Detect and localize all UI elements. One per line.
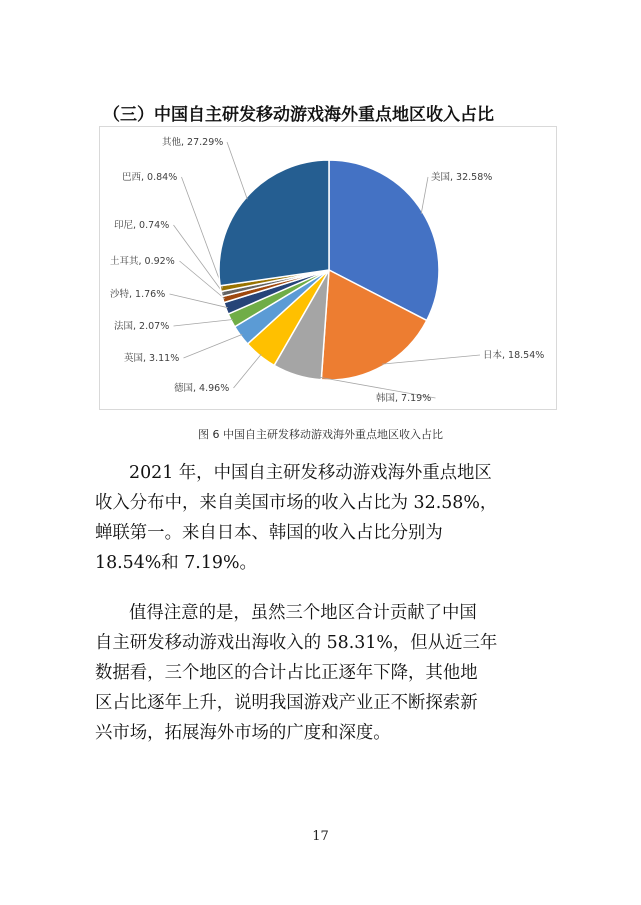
leader-line-4: [184, 334, 243, 358]
paragraph-1-line-2: 收入分布中，来自美国市场的收入占比为 32.58%，: [95, 493, 498, 513]
paragraph-2-line-5: 兴市场，拓展海外市场的广度和深度。: [95, 723, 391, 743]
leader-line-8: [174, 225, 224, 294]
slice-label-8: 印尼, 0.74%: [114, 220, 170, 231]
paragraph-1: [95, 458, 555, 578]
slice-label-10: 其他, 27.29%: [162, 137, 224, 148]
slice-label-0: 美国, 32.58%: [431, 172, 493, 183]
leader-line-7: [180, 261, 226, 299]
leader-line-6: [170, 294, 228, 308]
pie-chart-canvas: [100, 127, 558, 411]
slice-label-3: 德国, 4.96%: [174, 383, 230, 394]
paragraph-1-line-3: 蝉联第一。来自日本、韩国的收入占比分别为: [95, 523, 443, 543]
paragraph-2-line-3: 数据看，三个地区的合计占比正逐年下降，其他地: [95, 663, 478, 683]
leader-line-10: [227, 142, 247, 199]
slice-label-7: 土耳其, 0.92%: [110, 256, 175, 267]
paragraph-2-line-1: 值得注意的是，虽然三个地区合计贡献了中国: [129, 603, 477, 623]
leader-line-5: [174, 320, 234, 327]
paragraph-1-line-4: 18.54%和 7.19%。: [95, 553, 257, 573]
paragraph-2-line-4: 区占比逐年上升，说明我国游戏产业正不断探索新: [95, 693, 478, 713]
paragraph-2-line-2: 自主研发移动游戏出海收入的 58.31%，但从近三年: [95, 633, 498, 653]
figure-caption: 图 6 中国自主研发移动游戏海外重点地区收入占比: [198, 428, 443, 441]
paragraph-2: [95, 598, 555, 748]
slice-label-2: 韩国, 7.19%: [376, 393, 432, 404]
leader-line-0: [421, 177, 428, 214]
page-number: 17: [312, 829, 329, 844]
pie-chart: [99, 126, 557, 410]
slice-label-1: 日本, 18.54%: [483, 350, 545, 361]
leader-line-9: [182, 177, 223, 288]
paragraph-1-line-1: 2021 年，中国自主研发移动游戏海外重点地区: [129, 463, 492, 483]
slice-label-5: 法国, 2.07%: [114, 321, 170, 332]
slice-label-9: 巴西, 0.84%: [122, 172, 178, 183]
pie-slice-10: [219, 160, 329, 286]
leader-line-3: [234, 354, 262, 388]
slice-label-4: 英国, 3.11%: [124, 353, 180, 364]
section-heading: （三）中国自主研发移动游戏海外重点地区收入占比: [103, 105, 494, 125]
slice-label-6: 沙特, 1.76%: [110, 289, 166, 300]
